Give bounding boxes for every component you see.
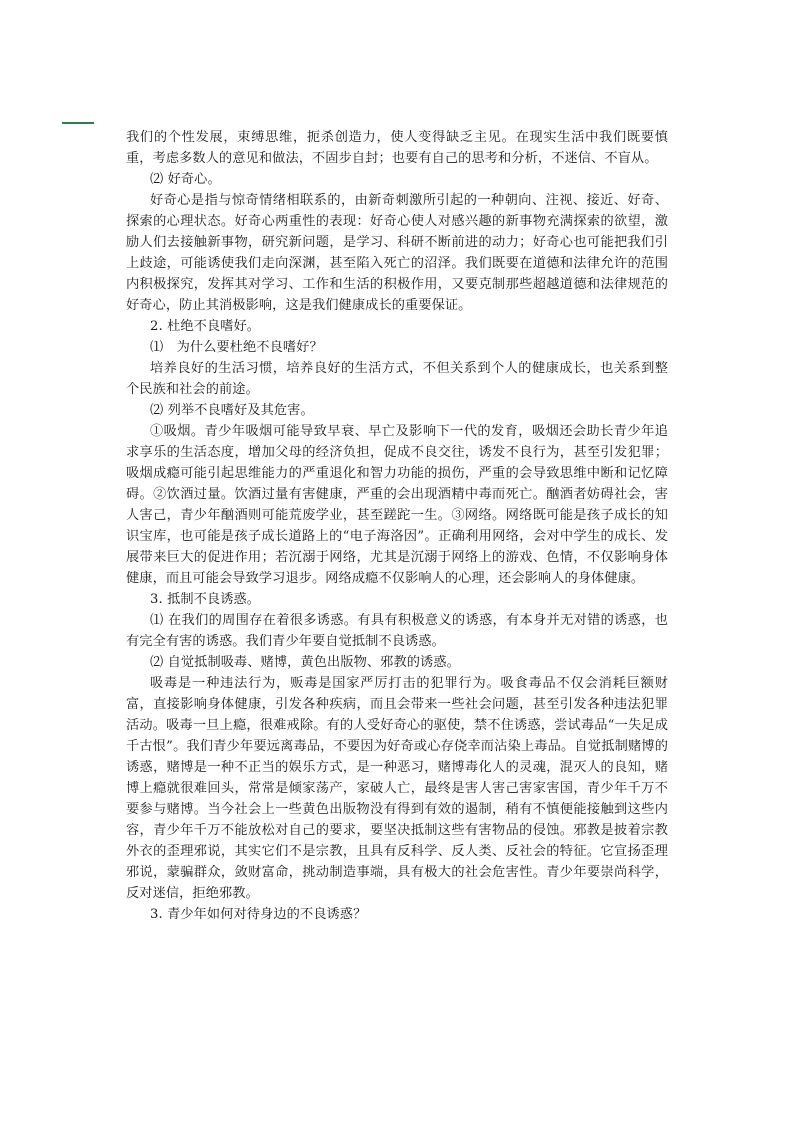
paragraph-continuation: 我们的个性发展，束缚思维，扼杀创造力，使人变得缺乏主见。在现实生活中我们既要慎重，考虑多数人的意见和做法，不固步自封；也要有自己的思考和分析，不迷信、不盲从。 [126, 130, 668, 166]
heading-resist-temptation: 3. 抵制不良诱惑。 [150, 592, 261, 607]
heading-how-to-handle: 3. 青少年如何对待身边的不良诱惑？ [150, 907, 367, 922]
paragraph-drugs-gambling-cults: 吸毒是一种违法行为，贩毒是国家严厉打击的犯罪行为。吸食毒品不仅会消耗巨额财富，直接影响身体健康，引发各种疾病，而且会带来一些社会问题，甚至引发各种违法犯罪活动。吸毒一旦上瘾，很难戒除。有的人受好奇心的驱使，禁不住诱惑，尝试毒品“一失足成千古恨”。我们青少年要远离毒品，不要因为好奇或心存侥幸而沾染上毒品。自觉抵制赌博的诱惑，赌博是一种不正当的娱乐方式，是一种恶习，赌博毒化人的灵魂，混灭人的良知，赌博上瘾就很难回头，常常是倾家荡产，家破人亡，最终是害人害己害家害国，青少年千万不要参与赌博。当今社会上一些黄色出版物没有得到有效的遏制，稍有不慎便能接触到这些内容，青少年千万不能放松对自己的要求，要坚决抵制这些有害物品的侵蚀。邪教是披着宗教外衣的歪理邪说，其实它们不是宗教，且具有反科学、反人类、反社会的特征。它宣扬歪理邪说，蒙骗群众，敛财富命，挑动制造事端，具有极大的社会危害性。青少年要崇尚科学，反对迷信，拒绝邪教。 [126, 676, 668, 901]
heading-list-bad-habits: ⑵ 列举不良嗜好及其危害。 [150, 403, 314, 418]
question-why-avoid: ⑴ 为什么要杜绝不良嗜好？ [150, 340, 323, 355]
paragraph-good-habits: 培养良好的生活习惯，培养良好的生活方式，不但关系到个人的健康成长，也关系到整个民族和社会的前途。 [126, 361, 668, 397]
heading-curiosity: ⑵ 好奇心。 [150, 172, 221, 187]
document-body [126, 127, 668, 925]
paragraph-temptations-around: ⑴ 在我们的周围存在着很多诱惑。有具有积极意义的诱惑，有本身并无对错的诱惑，也有完全有害的诱惑。我们青少年要自觉抵制不良诱惑。 [126, 613, 668, 649]
paragraph-curiosity: 好奇心是指与惊奇情绪相联系的，由新奇刺激所引起的一种朝向、注视、接近、好奇、探索的心理状态。好奇心两重性的表现：好奇心使人对感兴趣的新事物充满探索的欲望，激励人们去接触新事物，研究新问题，是学习、科研不断前进的动力；好奇心也可能把我们引上歧途，可能诱使我们走向深渊，甚至陷入死亡的沼泽。我们既要在道德和法律允许的范围内积极探究，发挥其对学习、工作和生活的积极作用，又要克制那些超越道德和法律规范的好奇心，防止其消极影响，这是我们健康成长的重要保证。 [126, 193, 668, 313]
header-accent-rule [62, 122, 94, 124]
heading-resist-drugs-gambling: ⑵ 自觉抵制吸毒、赌博，黄色出版物、邪教的诱惑。 [150, 655, 460, 670]
heading-bad-habits: 2. 杜绝不良嗜好。 [150, 319, 261, 334]
paragraph-smoking-drinking-internet: ①吸烟。青少年吸烟可能导致早衰、早亡及影响下一代的发育，吸烟还会助长青少年追求享乐的生活态度，增加父母的经济负担，促成不良交往，诱发不良行为，甚至引发犯罪；吸烟成瘾可能引起思维能力的严重退化和智力功能的损伤，严重的会导致思维中断和记忆障碍。②饮酒过量。饮酒过量有害健康，严重的会出现酒精中毒而死亡。酗酒者妨碍社会，害人害己，青少年酗酒则可能荒废学业，甚至蹉跎一生。③网络。网络既可能是孩子成长的知识宝库，也可能是孩子成长道路上的“电子海洛因”。正确利用网络，会对中学生的成长、发展带来巨大的促进作用；若沉溺于网络，尤其是沉溺于网络上的游戏、色情，不仅影响身体健康，而且可能会导致学习退步。网络成瘾不仅影响人的心理，还会影响人的身体健康。 [126, 424, 668, 586]
